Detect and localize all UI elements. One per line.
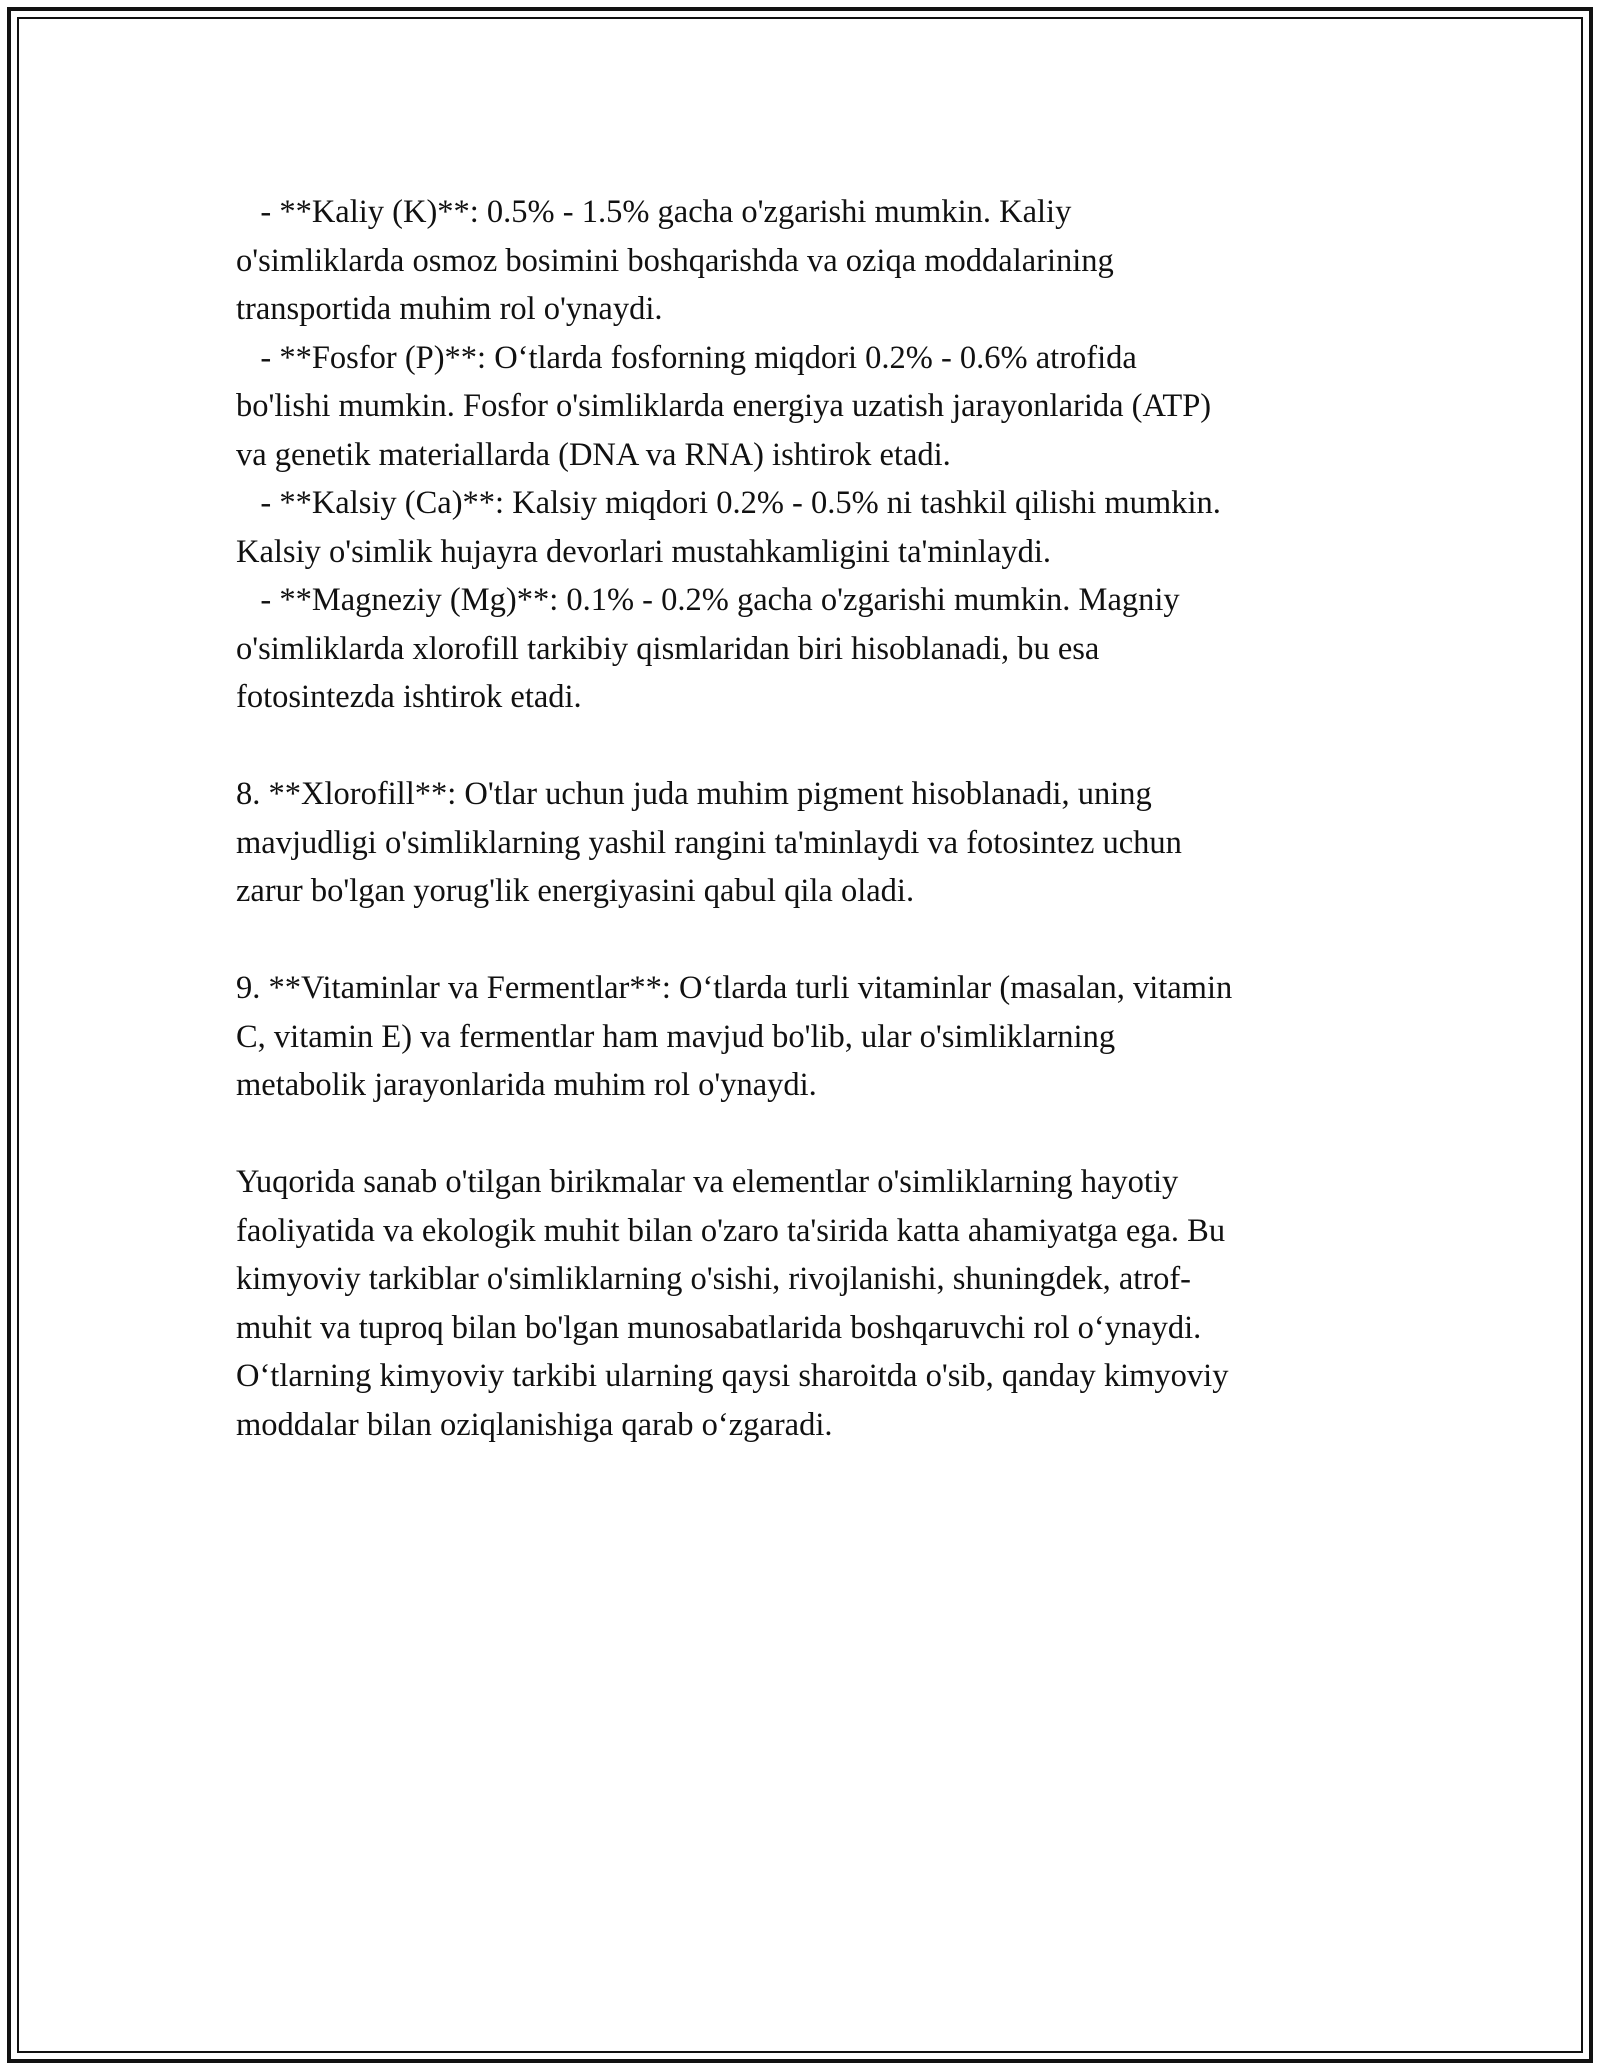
paragraph-gap xyxy=(236,1110,1366,1159)
text-line: O‘tlarning kimyoviy tarkibi ularning qaysi sharoitda o'sib, qanday kimyoviy xyxy=(236,1358,1229,1394)
text-line: metabolik jarayonlarida muhim rol o'ynaydi. xyxy=(236,1067,817,1103)
paragraph-gap xyxy=(236,916,1366,965)
text-line: fotosintezda ishtirok etadi. xyxy=(236,679,582,715)
text-line: C, vitamin E) va fermentlar ham mavjud bo'lib, ular o'simliklarning xyxy=(236,1018,1116,1055)
text-line: o'simliklarda osmoz bosimini boshqarishda va oziqa moddalarining xyxy=(236,242,1114,279)
text-line: bo'lishi mumkin. Fosfor o'simliklarda energiya uzatish jarayonlarida (ATP) xyxy=(236,388,1212,424)
text-line: 8. **Xlorofill**: O'tlar uchun juda muhim pigment hisoblanadi, uning xyxy=(236,776,1152,812)
text-line: kimyoviy tarkiblar o'simliklarning o'sishi, rivojlanishi, shuningdek, atrof- xyxy=(236,1261,1192,1297)
text-line: - **Fosfor (P)**: O‘tlarda fosforning miqdori 0.2% - 0.6% atrofida xyxy=(236,339,1137,376)
text-line: muhit va tuproq bilan bo'lgan munosabatlarida boshqaruvchi rol o‘ynaydi. xyxy=(236,1309,1202,1346)
text-line: moddalar bilan oziqlanishiga qarab o‘zgaradi. xyxy=(236,1406,833,1443)
text-line: o'simliklarda xlorofill tarkibiy qismlaridan biri hisoblanadi, bu esa xyxy=(236,630,1100,667)
text-line: - **Magneziy (Mg)**: 0.1% - 0.2% gacha o'zgarishi mumkin. Magniy xyxy=(236,582,1180,618)
text-line: mavjudligi o'simliklarning yashil rangini ta'minlaydi va fotosintez uchun xyxy=(236,824,1182,861)
text-line: transportida muhim rol o'ynaydi. xyxy=(236,291,663,327)
text-line: faoliyatida va ekologik muhit bilan o'zaro ta'sirida katta ahamiyatga ega. Bu xyxy=(236,1212,1226,1249)
text-line: Yuqorida sanab o'tilgan birikmalar va elementlar o'simliklarning hayotiy xyxy=(236,1164,1179,1200)
text-line: va genetik materiallarda (DNA va RNA) ishtirok etadi. xyxy=(236,436,951,473)
text-line: - **Kaliy (K)**: 0.5% - 1.5% gacha o'zgarishi mumkin. Kaliy xyxy=(236,194,1072,230)
text-line: 9. **Vitaminlar va Fermentlar**: O‘tlarda turli vitaminlar (masalan, vitamin xyxy=(236,970,1233,1006)
paragraph-gap xyxy=(236,722,1366,771)
text-line: Kalsiy o'simlik hujayra devorlari mustahkamligini ta'minlaydi. xyxy=(236,533,1052,570)
text-line: - **Kalsiy (Ca)**: Kalsiy miqdori 0.2% - 0.5% ni tashkil qilishi mumkin. xyxy=(236,485,1221,521)
document-body xyxy=(236,188,1366,1449)
text-line: zarur bo'lgan yorug'lik energiyasini qabul qila oladi. xyxy=(236,873,915,909)
